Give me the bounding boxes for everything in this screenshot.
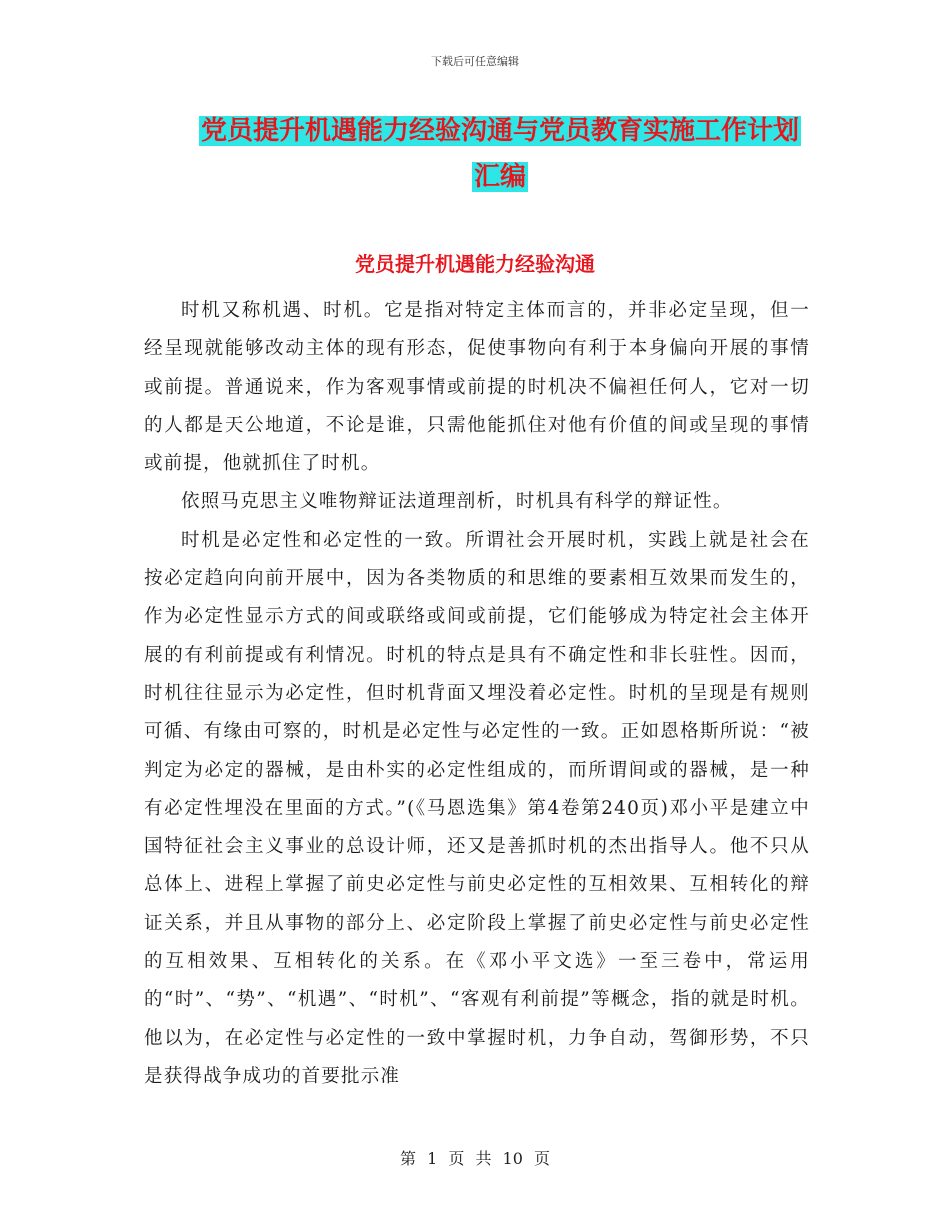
paragraph: 时机又称机遇、时机。它是指对特定主体而言的，并非必定呈现，但一经呈现就能够改动主体的现有形态，促使事物向有利于本身偏向开展的事情或前提。普通说来，作为客观事情或前提的时机决不偏袒任何人，它对一切的人都是天公地道，不论是谁，只需他能抓住对他有价值的间或呈现的事情或前提，他就抓住了时机。 xyxy=(144,300,810,475)
body-text xyxy=(144,292,810,1096)
paragraph: 时机是必定性和必定性的一致。所谓社会开展时机，实践上就是社会在按必定趋向向前开展中，因为各类物质的和思维的要素相互效果而发生的，作为必定性显示方式的间或联络或间或前提，它们能够成为特定社会主体开展的有利前提或有利情况。时机的特点是具有不确定性和非长驻性。因而，时机往往显示为必定性，但时机背面又埋没着必定性。时机的呈现是有规则可循、有缘由可察的，时机是必定性与必定性的一致。正如恩格斯所说：“被判定为必定的器械，是由朴实的必定性组成的，而所谓间或的器械，是一种有必定性埋没在里面的方式。”(《马恩选集》第4卷第240页)邓小平是建立中国特征社会主义事业的总设计师，还又是善抓时机的杰出指导人。他不只从总体上、进程上掌握了前史必定性与前史必定性的互相效果、互相转化的辩证关系，并且从事物的部分上、必定阶段上掌握了前史必定性与前史必定性的互相效果、互相转化的关系。在《邓小平文选》一至三卷中，常运用的“时”、“势”、“机遇”、“时机”、“客观有利前提”等概念，指的就是时机。他以为，在必定性与必定性的一致中掌握时机，力争自动，驾御形势，不只是获得战争成功的首要批示准 xyxy=(144,529,810,1087)
document-title xyxy=(150,108,850,200)
title-line-1: 党员提升机遇能力经验沟通与党员教育实施工作计划 xyxy=(200,116,799,146)
header-note: 下载后可任意编辑 xyxy=(431,55,519,68)
paragraph: 依照马克思主义唯物辩证法道理剖析，时机具有科学的辩证性。 xyxy=(181,491,733,513)
section-title: 党员提升机遇能力经验沟通 xyxy=(355,252,595,276)
page-number: 第 1 页 共 10 页 xyxy=(400,1149,550,1168)
title-line-2: 汇编 xyxy=(473,162,526,192)
